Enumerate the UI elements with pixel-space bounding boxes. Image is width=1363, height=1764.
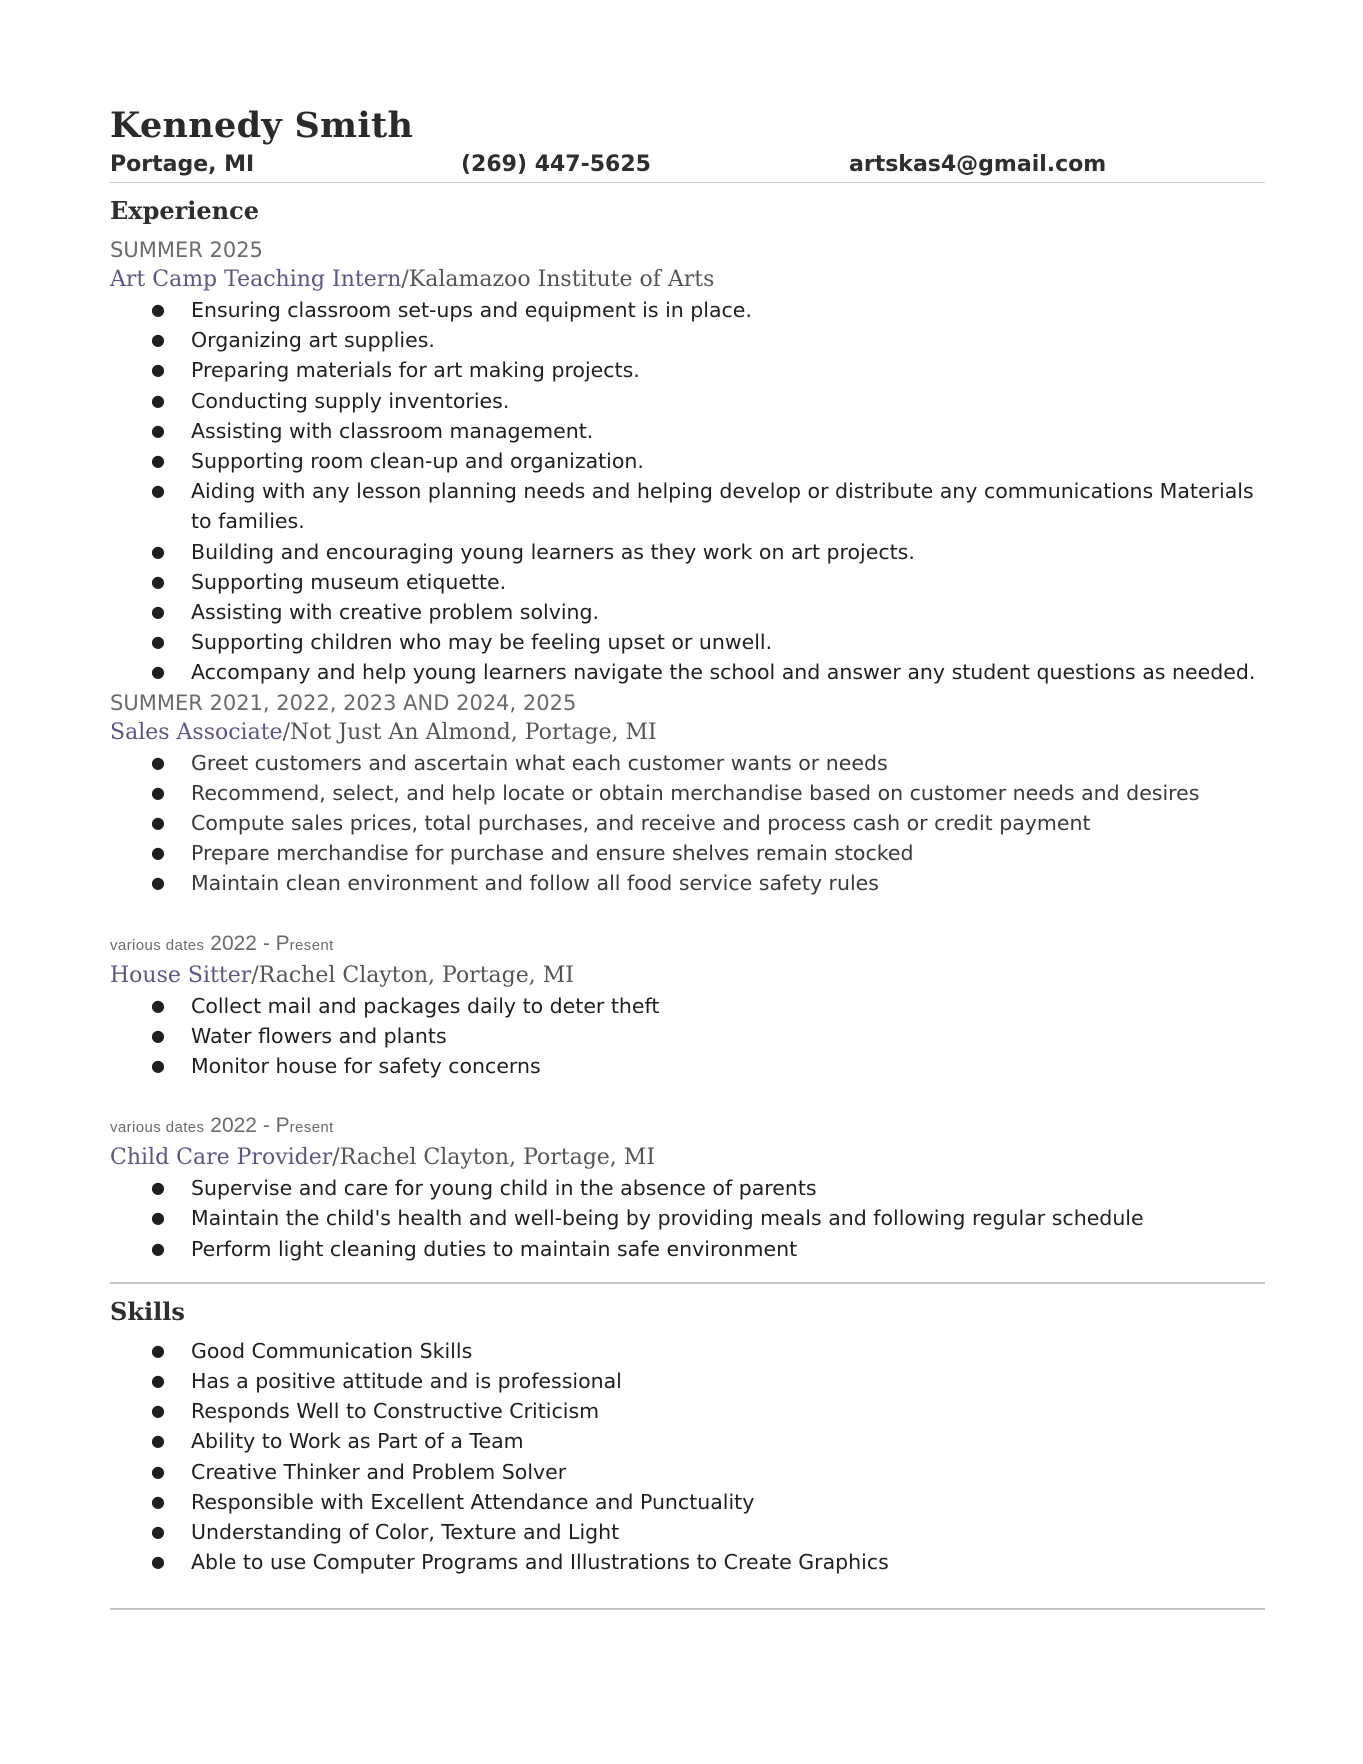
contact-line [110, 148, 1265, 183]
section-divider [110, 1282, 1265, 1284]
job-org: /Rachel Clayton, Portage, MI [332, 1145, 656, 1171]
list-item: ● Perform light cleaning duties to maintain safe environment [110, 1234, 1265, 1264]
contact-location: Portage, MI [110, 152, 255, 177]
list-item: ● Understanding of Color, Texture and Light [110, 1517, 1265, 1547]
list-item: ● Aiding with any lesson planning needs and helping develop or distribute any communications Materials to families. [110, 476, 1265, 536]
job-entry [110, 929, 1265, 1082]
date-prefix: various dates [110, 936, 205, 954]
list-item: ● Compute sales prices, total purchases, and receive and process cash or credit payment [110, 808, 1265, 838]
list-item: ● Water flowers and plants [110, 1021, 1265, 1051]
date-suffix: resent [289, 936, 334, 954]
list-item: ● Ability to Work as Part of a Team [110, 1426, 1265, 1456]
job-title: Sales Associate [110, 719, 283, 745]
job-role-line [110, 718, 1265, 748]
job-date [110, 929, 1265, 961]
job-role-line [110, 265, 1265, 295]
job-date: SUMMER 2025 [110, 238, 263, 262]
resume-page [110, 104, 1265, 1610]
job-title: Child Care Provider [110, 1145, 333, 1171]
list-item: ● Responds Well to Constructive Criticism [110, 1396, 1265, 1426]
list-item: ● Maintain clean environment and follow all food service safety rules [110, 868, 1265, 898]
date-main: 2022 - P [210, 931, 290, 955]
job-duties [110, 295, 1265, 688]
list-item: ● Assisting with classroom management. [110, 416, 1265, 446]
job-date: SUMMER 2021, 2022, 2023 AND 2024, 2025 [110, 690, 577, 715]
list-item: ● Supervise and care for young child in the absence of parents [110, 1173, 1265, 1203]
list-item: ● Collect mail and packages daily to deter theft [110, 991, 1265, 1021]
job-duties [110, 1173, 1265, 1264]
contact-phone: (269) 447-5625 [461, 152, 651, 177]
job-entry [110, 1111, 1265, 1264]
candidate-name: Kennedy Smith [110, 105, 414, 146]
job-org: /Kalamazoo Institute of Arts [401, 267, 715, 292]
job-duties [110, 991, 1265, 1082]
job-role-line [110, 961, 1265, 991]
skills-heading: Skills [110, 1296, 185, 1326]
date-suffix: resent [289, 1119, 334, 1137]
job-org: /Rachel Clayton, Portage, MI [251, 962, 574, 988]
experience-heading: Experience [110, 196, 260, 225]
date-main: 2022 - P [210, 1114, 290, 1138]
list-item: ● Recommend, select, and help locate or obtain merchandise based on customer needs and desires [110, 778, 1265, 808]
job-entry [110, 688, 1265, 899]
job-entry [110, 235, 1265, 688]
list-item: ● Greet customers and ascertain what each customer wants or needs [110, 748, 1265, 778]
list-item: ● Supporting museum etiquette. [110, 567, 1265, 597]
list-item: ● Prepare merchandise for purchase and ensure shelves remain stocked [110, 838, 1265, 868]
date-prefix: various dates [110, 1119, 205, 1137]
job-duties [110, 748, 1265, 899]
job-title: Art Camp Teaching Intern [110, 267, 402, 292]
list-item: ● Assisting with creative problem solving. [110, 597, 1265, 627]
list-item: ● Monitor house for safety concerns [110, 1051, 1265, 1081]
contact-email: artskas4@gmail.com [849, 152, 1107, 177]
list-item: ● Responsible with Excellent Attendance and Punctuality [110, 1487, 1265, 1517]
list-item: ● Creative Thinker and Problem Solver [110, 1457, 1265, 1487]
job-date [110, 1111, 1265, 1143]
list-item: ● Supporting room clean-up and organization. [110, 446, 1265, 476]
list-item: ● Organizing art supplies. [110, 325, 1265, 355]
list-item: ● Good Communication Skills [110, 1336, 1265, 1366]
list-item: ● Building and encouraging young learners as they work on art projects. [110, 537, 1265, 567]
list-item: ● Able to use Computer Programs and Illustrations to Create Graphics [110, 1547, 1265, 1577]
list-item: ● Has a positive attitude and is professional [110, 1366, 1265, 1396]
bottom-divider [110, 1608, 1265, 1610]
job-role-line [110, 1143, 1265, 1173]
list-item: ● Preparing materials for art making projects. [110, 355, 1265, 385]
list-item: ● Conducting supply inventories. [110, 386, 1265, 416]
job-org: /Not Just An Almond, Portage, MI [282, 719, 657, 745]
list-item: ● Accompany and help young learners navigate the school and answer any student questions as needed. [110, 657, 1265, 687]
job-title: House Sitter [110, 962, 252, 988]
list-item: ● Supporting children who may be feeling upset or unwell. [110, 627, 1265, 657]
skills-list [110, 1336, 1265, 1578]
list-item: ● Maintain the child's health and well-being by providing meals and following regular schedule [110, 1203, 1265, 1233]
list-item: ● Ensuring classroom set-ups and equipment is in place. [110, 295, 1265, 325]
